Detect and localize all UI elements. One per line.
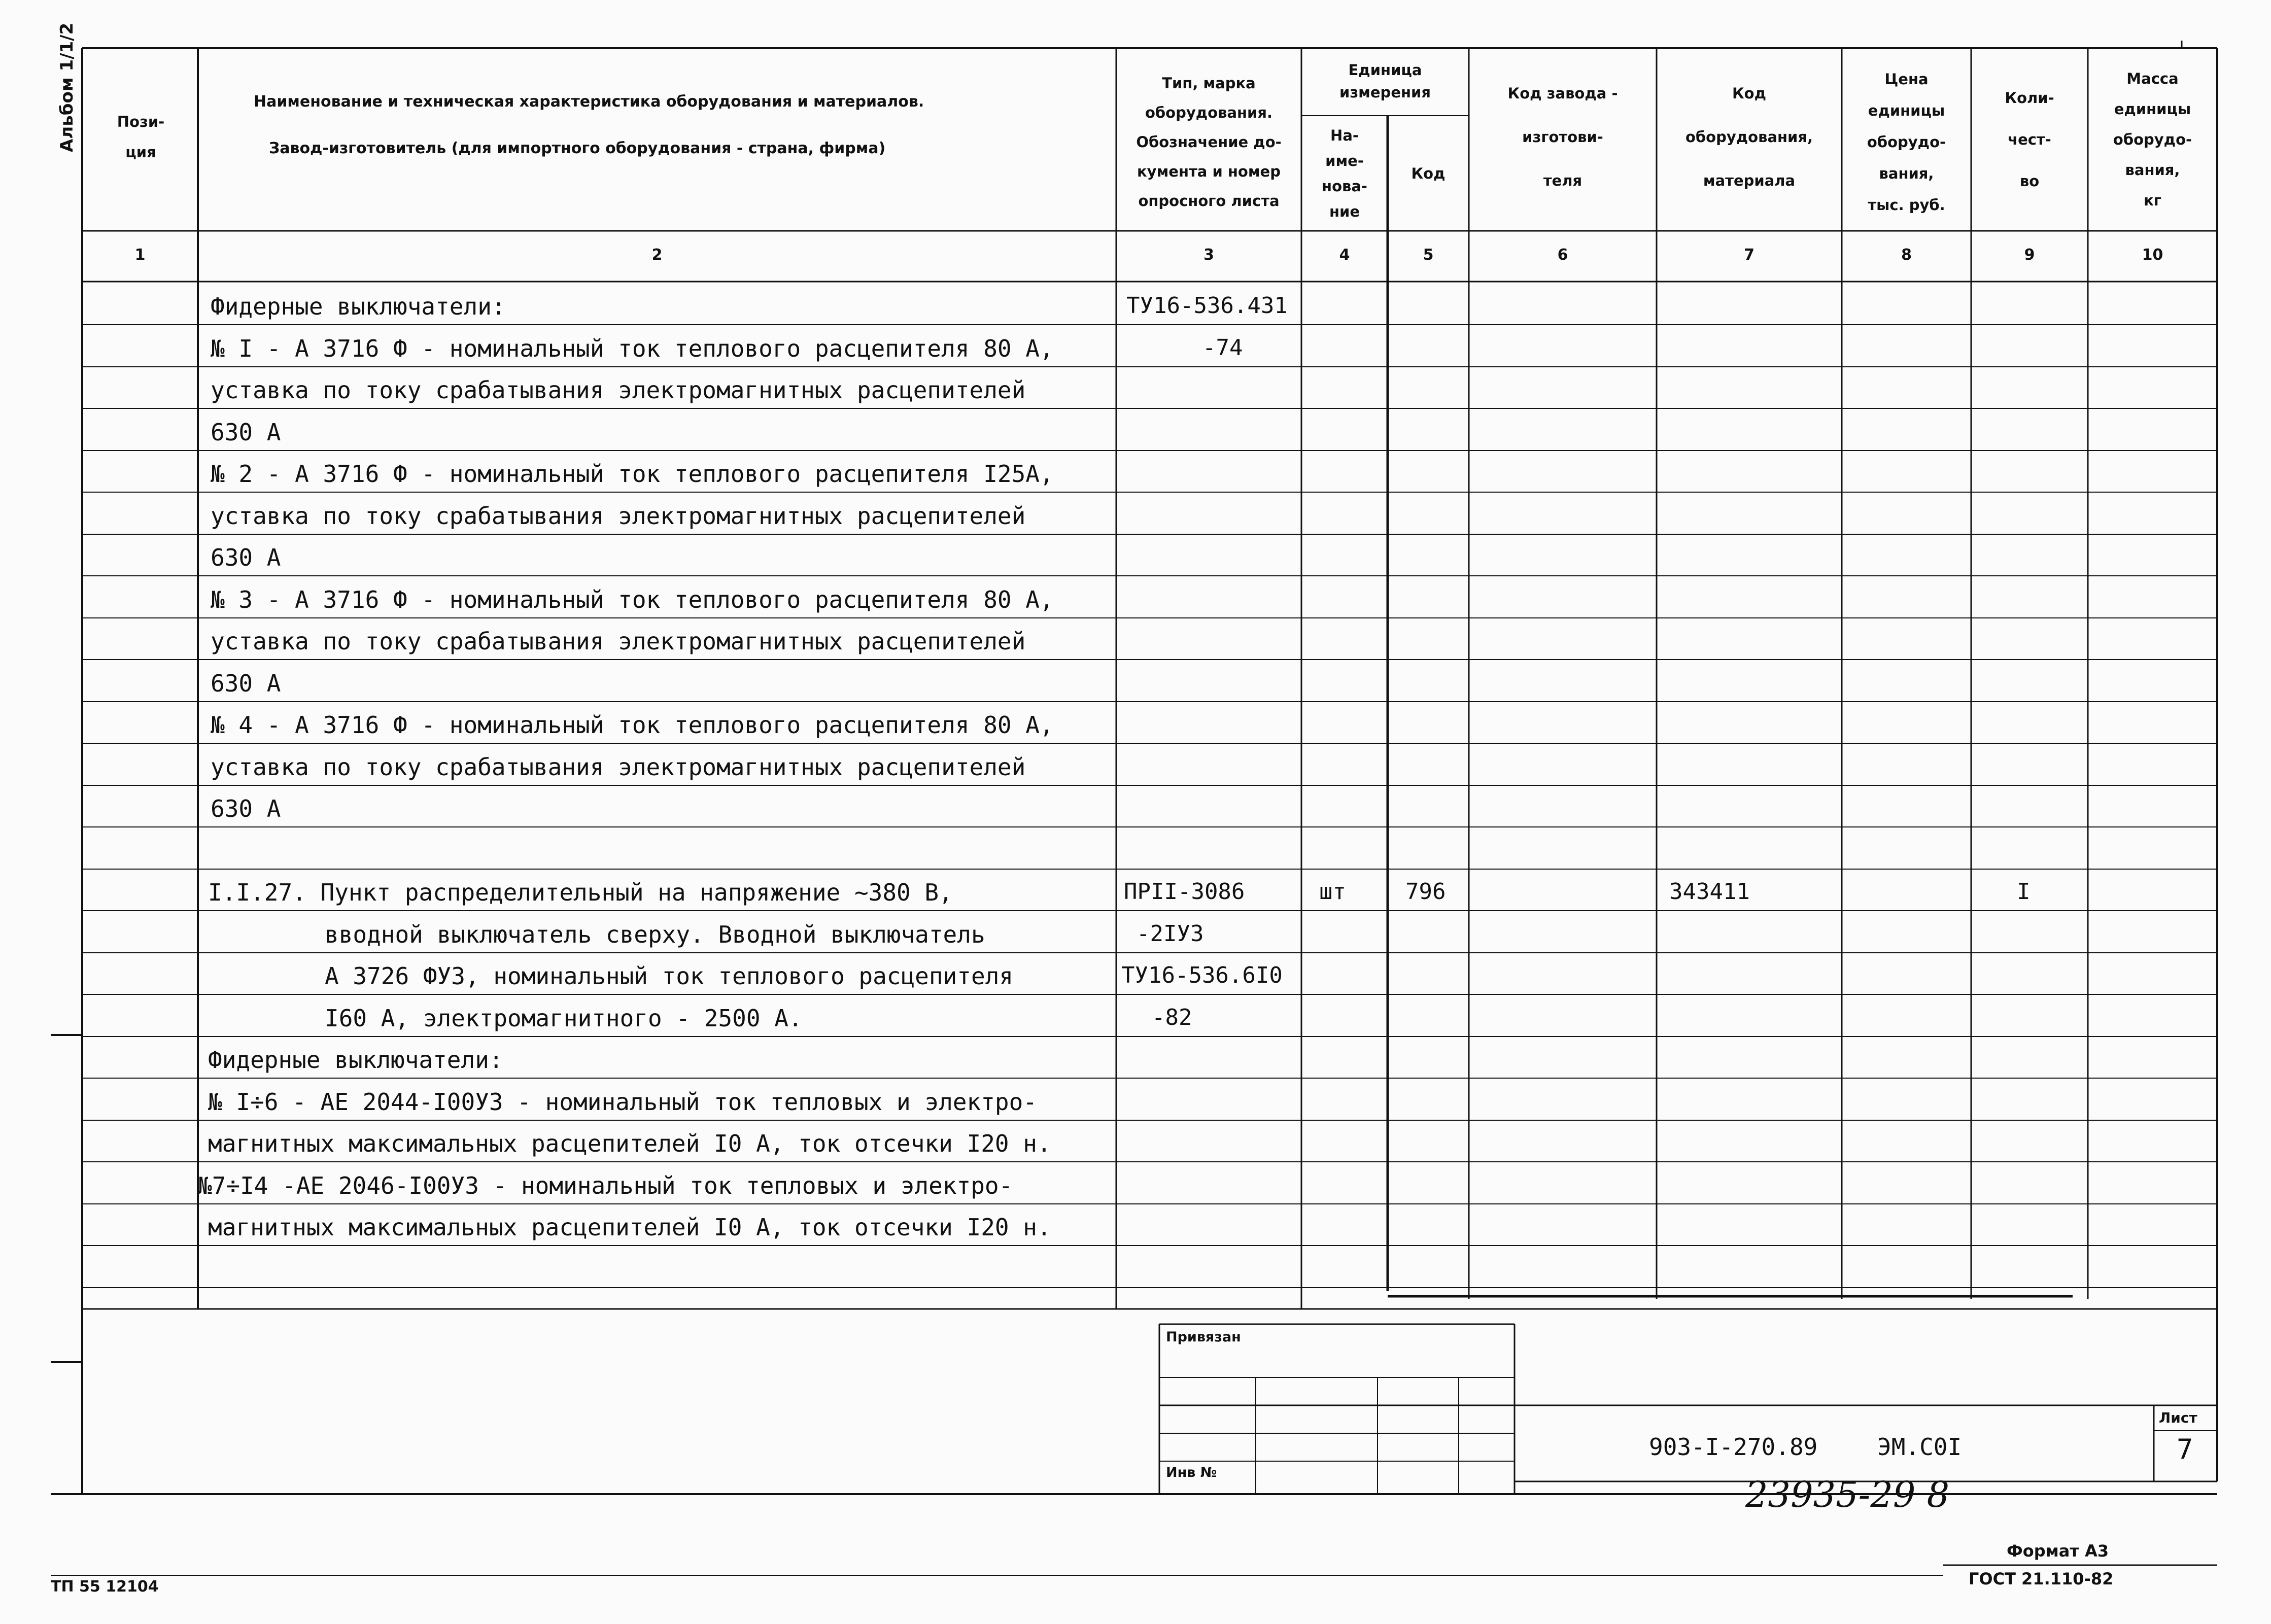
table-row-name: Фидерные выключатели:: [211, 293, 506, 320]
table-cell-unit-code: 796: [1405, 879, 1446, 905]
column-number: 6: [1557, 246, 1568, 264]
gost-label: ГОСТ 21.110-82: [1969, 1569, 2114, 1588]
sheet-number: 7: [2177, 1433, 2193, 1465]
table-row-name: № I÷6 - АЕ 2044-I00У3 - номинальный ток тепловых и электро-: [208, 1088, 1037, 1116]
table-row-name: № 4 - А 3716 Ф - номинальный ток теплового расцепителя 80 А,: [211, 711, 1054, 739]
table-row-name: № 2 - А 3716 Ф - номинальный ток теплового расцепителя I25А,: [211, 460, 1054, 488]
header-name-description: [203, 48, 1114, 231]
column-number: 3: [1203, 246, 1214, 264]
header-unit-code: Код: [1411, 165, 1446, 182]
column-number: 5: [1423, 246, 1434, 264]
table-cell-type: -74: [1202, 335, 1243, 361]
stamp-inventory-label: Инв №: [1166, 1465, 1217, 1480]
column-number: 4: [1339, 246, 1350, 264]
column-number: 9: [2024, 246, 2035, 264]
table-row-name: I.I.27. Пункт распределительный на напряжение ~380 В,: [208, 879, 953, 906]
header-type-mark: Тип, марка оборудования. Обозначение до- кумента и номер опросного листа: [1136, 75, 1282, 210]
header-factory-code: Код завода - изготови- теля: [1507, 85, 1618, 189]
table-cell-type: ПРII-3086: [1124, 879, 1245, 905]
header-unit-price: Цена единицы оборудо- вания, тыс. руб.: [1867, 71, 1946, 214]
sheet-label: Лист: [2159, 1409, 2197, 1426]
table-cell-quantity: I: [2017, 879, 2031, 905]
table-cell-type: -2IУ3: [1137, 921, 1204, 947]
document-suffix: ЭМ.С0I: [1877, 1433, 1962, 1461]
column-number: 1: [134, 246, 146, 264]
print-code: ТП 55 12104: [51, 1578, 159, 1596]
table-row-name: 630 А: [211, 670, 281, 697]
header-unit-group: Единица измерения: [1339, 61, 1431, 101]
table-row-name: №7÷I4 -АЕ 2046-I00У3 - номинальный ток тепловых и электро-: [198, 1172, 1013, 1199]
table-row-name: уставка по току срабатывания электромагнитных расцепителей: [211, 502, 1026, 530]
table-row-name: 630 А: [211, 795, 281, 822]
table-cell-type: -82: [1152, 1005, 1192, 1030]
table-cell-type: ТУ16-536.6I0: [1121, 962, 1283, 988]
column-number: 10: [2142, 246, 2163, 264]
album-margin-note: Альбом 1/1/2: [57, 22, 77, 152]
table-row-name: 630 А: [211, 419, 281, 446]
table-row-name: I60 А, электромагнитного - 2500 А.: [325, 1005, 803, 1032]
header-position: Пози- ция: [117, 113, 165, 161]
column-number: 7: [1744, 246, 1754, 264]
table-row-name: 630 А: [211, 544, 281, 571]
header-unit-name: На- име- нова- ние: [1322, 127, 1367, 220]
table-row-name: магнитных максимальных расцепителей I0 А, ток отсечки I20 н.: [208, 1214, 1051, 1241]
header-equipment-code: Код оборудования, материала: [1685, 85, 1813, 189]
table-row-name: № 3 - А 3716 Ф - номинальный ток теплового расцепителя 80 А,: [211, 586, 1054, 613]
document-code: 903-I-270.89: [1649, 1433, 1818, 1461]
table-cell-type: ТУ16-536.431: [1126, 293, 1288, 319]
table-row-name: А 3726 ФУ3, номинальный ток теплового расцепителя: [325, 962, 1014, 990]
column-number: 2: [651, 246, 663, 264]
column-number: 8: [1901, 246, 1912, 264]
table-cell-unit: шт: [1319, 879, 1346, 905]
table-row-name: Фидерные выключатели:: [208, 1046, 503, 1074]
table-row-name: уставка по току срабатывания электромагнитных расцепителей: [211, 628, 1026, 655]
table-cell-equipment-code: 343411: [1669, 879, 1750, 905]
handwritten-archive-number: 23935-29 8: [1745, 1474, 1950, 1515]
header-quantity: Коли- чест- во: [2005, 89, 2054, 190]
format-label: Формат А3: [2007, 1541, 2109, 1561]
table-row-name: вводной выключатель сверху. Вводной выключатель: [325, 921, 985, 948]
header-mass: Масса единицы оборудо- вания, кг: [2113, 70, 2192, 209]
table-row-name: магнитных максимальных расцепителей I0 А, ток отсечки I20 н.: [208, 1130, 1051, 1157]
header-name-line2: Завод-изготовитель (для импортного оборудования - страна, фирма): [269, 140, 886, 157]
stamp-privyazan-label: Привязан: [1166, 1329, 1241, 1345]
table-row-name: № I - А 3716 Ф - номинальный ток теплового расцепителя 80 А,: [211, 335, 1054, 362]
table-row-name: уставка по току срабатывания электромагнитных расцепителей: [211, 376, 1026, 404]
table-row-name: уставка по току срабатывания электромагнитных расцепителей: [211, 753, 1026, 781]
header-name-line1: Наименование и техническая характеристика оборудования и материалов.: [254, 93, 924, 111]
